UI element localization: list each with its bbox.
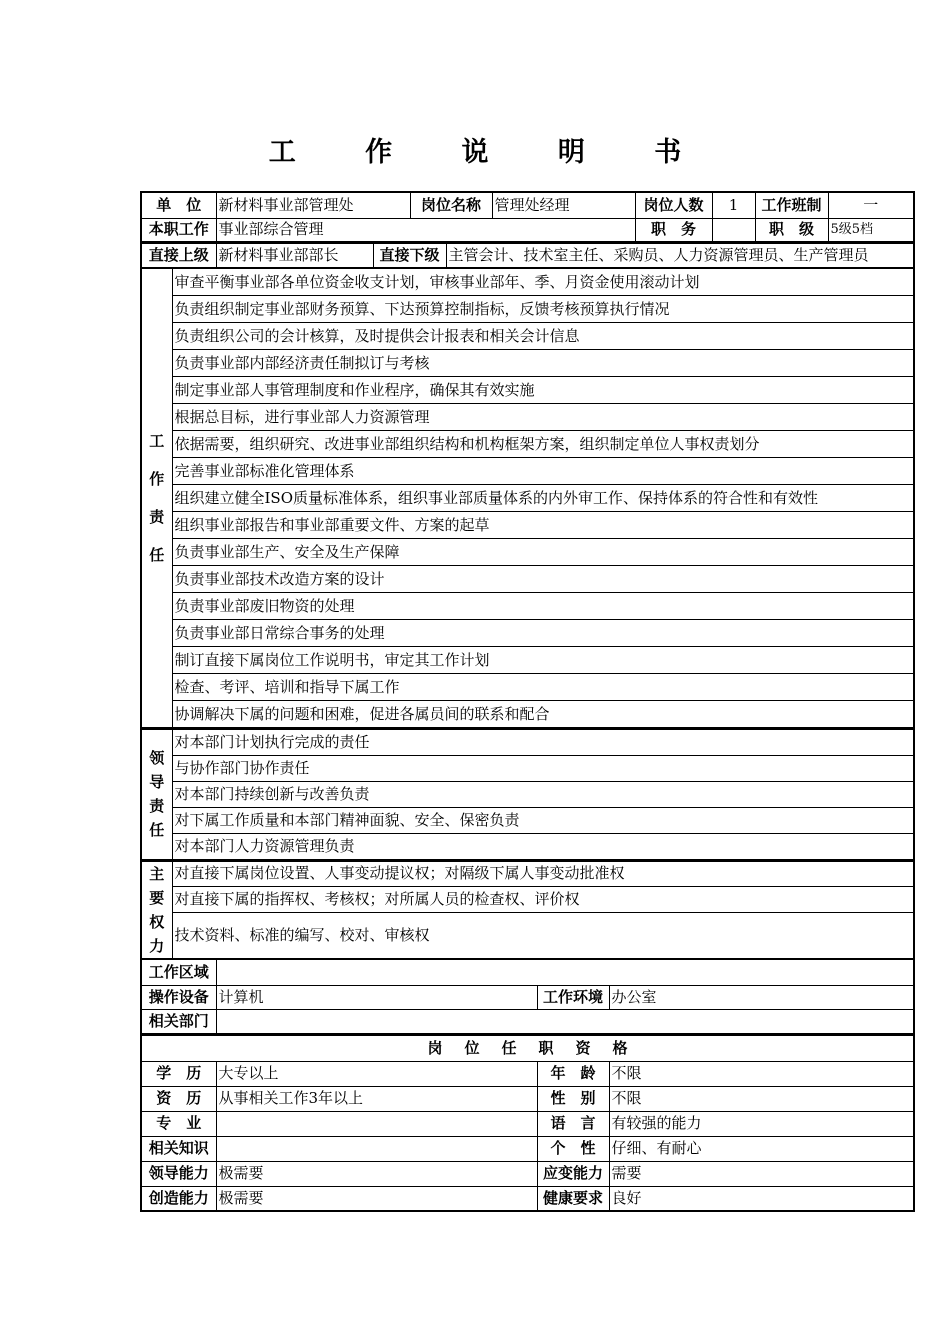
duty-item: 审查平衡事业部各单位资金收支计划，审核事业部年、季、月资金使用滚动计划 [172,269,914,296]
qualification-value: 大专以上 [216,1061,537,1086]
qualification-label: 创造能力 [141,1186,216,1211]
header-table [140,191,915,243]
qualification-label: 语 言 [537,1111,609,1136]
shift-label: 工作班制 [755,192,828,218]
power-label [141,861,172,959]
duty-label-char: 工 [149,432,165,450]
qualification-value [216,1136,537,1161]
duty-item: 组织建立健全ISO质量标准体系，组织事业部质量体系的内外审工作、保持体系的符合性和有效性 [172,485,914,512]
qualification-label: 个 性 [537,1136,609,1161]
duty-item: 负责事业部技术改造方案的设计 [172,566,914,593]
work-area-value [216,960,914,986]
qualification-label: 领导能力 [141,1161,216,1186]
subordinate-label: 直接下级 [373,244,446,268]
unit-value: 新材料事业部管理处 [216,192,410,218]
duties-table [140,268,915,728]
page-title: 工 作 说 明 书 [268,137,712,168]
power-row [141,861,914,887]
duty-label-char: 任 [149,546,165,564]
duty-row [141,701,914,728]
duty-item: 负责事业部日常综合事务的处理 [172,620,914,647]
leadership-label [141,729,172,859]
work-area-label: 工作区域 [141,960,216,986]
power-item: 技术资料、标准的编写、校对、审核权 [172,913,914,959]
qualifications-table [140,1034,915,1212]
duty-item: 根据总目标，进行事业部人力资源管理 [172,404,914,431]
qualification-row [141,1186,914,1211]
leadership-label-char: 责 [149,797,165,816]
leadership-item: 对本部门计划执行完成的责任 [172,729,914,755]
related-dept-label: 相关部门 [141,1010,216,1034]
duty-item: 协调解决下属的问题和困难，促进各属员间的联系和配合 [172,701,914,728]
headcount-value: 1 [712,192,755,218]
qualification-value: 需要 [609,1161,914,1186]
qualification-label: 资 历 [141,1086,216,1111]
duty-label-char: 责 [149,508,165,526]
leadership-label-char: 领 [149,749,165,768]
duty-label [141,269,172,728]
qualification-label: 相关知识 [141,1136,216,1161]
duty-item: 制定事业部人事管理制度和作业程序，确保其有效实施 [172,377,914,404]
duty-row [141,539,914,566]
duty-item: 组织事业部报告和事业部重要文件、方案的起草 [172,512,914,539]
duty-item: 制订直接下属岗位工作说明书，审定其工作计划 [172,647,914,674]
power-item: 对直接下属的指挥权、考核权；对所属人员的检查权、评价权 [172,887,914,913]
power-label-char: 力 [149,936,165,955]
qualification-label: 性 别 [537,1086,609,1111]
grade-value: 5级5档 [828,218,914,242]
leadership-label-char: 导 [149,773,165,792]
duty-row [141,485,914,512]
grade-label: 职 级 [755,218,828,242]
qualification-label: 应变能力 [537,1161,609,1186]
qualification-row [141,1161,914,1186]
leadership-row [141,807,914,833]
qualification-label: 健康要求 [537,1186,609,1211]
equipment-value: 计算机 [216,986,537,1010]
qualification-value: 良好 [609,1186,914,1211]
duty-row [141,350,914,377]
shift-value: 一 [828,192,914,218]
position-label: 职 务 [635,218,712,242]
environment-value: 办公室 [609,986,914,1010]
power-label-char: 权 [149,912,165,931]
power-label-char: 要 [149,888,165,907]
related-dept-value [216,1010,914,1034]
duty-row [141,377,914,404]
leadership-row [141,729,914,755]
leadership-item: 对本部门持续创新与改善负责 [172,781,914,807]
power-row [141,913,914,959]
qualifications-heading: 岗位任职资格 [141,1035,914,1061]
duty-row [141,323,914,350]
qualification-value [216,1111,537,1136]
equipment-label: 操作设备 [141,986,216,1010]
post-name-value: 管理处经理 [492,192,635,218]
qualification-value: 有较强的能力 [609,1111,914,1136]
qualification-label: 年 龄 [537,1061,609,1086]
duty-row [141,269,914,296]
duty-row [141,620,914,647]
qualification-value: 极需要 [216,1161,537,1186]
environment-label: 工作环境 [537,986,609,1010]
leadership-table [140,728,915,860]
duty-row [141,647,914,674]
qualification-value: 从事相关工作3年以上 [216,1086,537,1111]
superior-table [140,243,915,268]
duty-item: 检查、考评、培训和指导下属工作 [172,674,914,701]
duty-item: 负责事业部内部经济责任制拟订与考核 [172,350,914,377]
qualification-value: 极需要 [216,1186,537,1211]
qualification-row [141,1061,914,1086]
headcount-label: 岗位人数 [635,192,712,218]
work-env-table [140,959,915,1034]
duty-item: 负责组织制定事业部财务预算、下达预算控制指标，反馈考核预算执行情况 [172,296,914,323]
duty-item: 负责事业部生产、安全及生产保障 [172,539,914,566]
duty-row [141,566,914,593]
qualification-row [141,1111,914,1136]
leadership-row [141,755,914,781]
subordinate-value: 主管会计、技术室主任、采购员、人力资源管理员、生产管理员 [446,244,914,268]
power-row [141,887,914,913]
qualification-row [141,1086,914,1111]
qualification-label: 学 历 [141,1061,216,1086]
position-value [712,218,755,242]
powers-table [140,860,915,960]
leadership-item: 对下属工作质量和本部门精神面貌、安全、保密负责 [172,807,914,833]
superior-label: 直接上级 [141,244,216,268]
post-name-label: 岗位名称 [410,192,492,218]
power-label-char: 主 [149,864,165,883]
qualification-value: 仔细、有耐心 [609,1136,914,1161]
leadership-item: 对本部门人力资源管理负责 [172,833,914,859]
duty-label-char: 作 [149,470,165,488]
duty-row [141,593,914,620]
superior-value: 新材料事业部部长 [216,244,373,268]
job-description-table [140,191,913,1212]
duty-item: 负责组织公司的会计核算，及时提供会计报表和相关会计信息 [172,323,914,350]
duty-row [141,674,914,701]
qualification-value: 不限 [609,1061,914,1086]
duty-item: 完善事业部标准化管理体系 [172,458,914,485]
duty-row [141,431,914,458]
duty-row [141,458,914,485]
qualification-label: 专 业 [141,1111,216,1136]
job-value: 事业部综合管理 [216,218,635,242]
duty-row [141,512,914,539]
qualification-row [141,1136,914,1161]
duty-row [141,404,914,431]
leadership-row [141,833,914,859]
power-item: 对直接下属岗位设置、人事变动提议权；对隔级下属人事变动批准权 [172,861,914,887]
duty-row [141,296,914,323]
unit-label: 单 位 [141,192,216,218]
duty-item: 负责事业部废旧物资的处理 [172,593,914,620]
leadership-item: 与协作部门协作责任 [172,755,914,781]
leadership-label-char: 任 [149,821,165,840]
job-label: 本职工作 [141,218,216,242]
leadership-row [141,781,914,807]
qualification-value: 不限 [609,1086,914,1111]
duty-item: 依据需要，组织研究、改进事业部组织结构和机构框架方案，组织制定单位人事权责划分 [172,431,914,458]
